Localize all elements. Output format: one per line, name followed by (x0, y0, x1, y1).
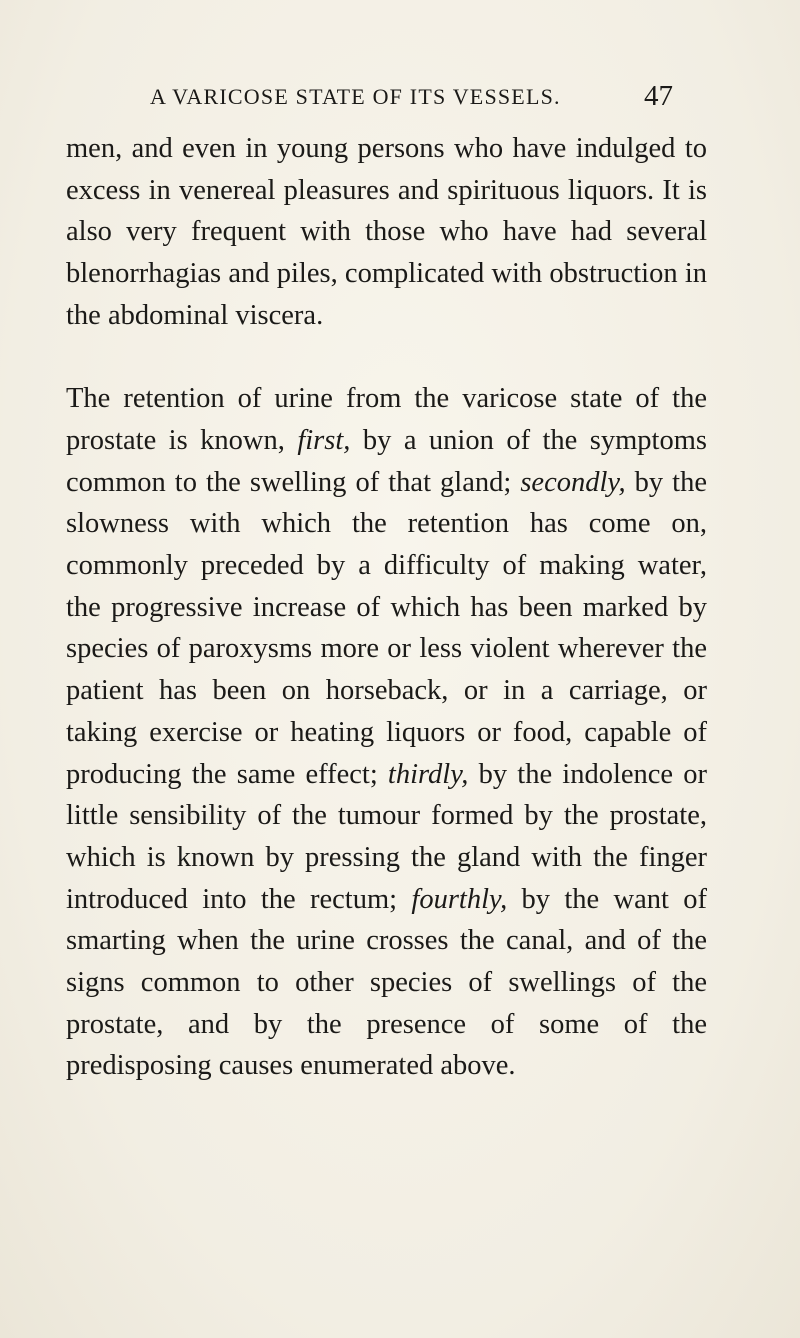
emphasis-first: first, (297, 424, 351, 456)
paragraph-2-text-2: by a union of the symptoms common to the swelling of that gland; (66, 424, 707, 498)
emphasis-secondly: secondly, (520, 466, 626, 498)
emphasis-fourthly: fourthly, (411, 883, 508, 915)
paragraph-1: men, and even in young persons who have indulged to excess in venereal pleasures and spirituous liquors. It is also very frequent with those who have had several blenorrhagias and piles, complicated with obstruction in the abdominal viscera. (66, 133, 707, 331)
paragraph-2-text-3: by the slowness with which the retention has come on, commonly preceded by a difficulty of making water, the progressive increase of which has been marked by species of paroxysms more or less violent wherever the patient has been on horseback, or in a carriage, or taking exercise or heating liquors or food, capable of producing the same effect; (66, 466, 707, 790)
paragraph-2-text-1: The retention of urine from the varicose state of the prostate is known, (66, 383, 707, 456)
emphasis-thirdly: thirdly, (387, 758, 469, 790)
running-head: A VARICOSE STATE OF ITS VESSELS. (150, 84, 561, 109)
paragraph-2 (66, 378, 707, 1087)
paragraph-2-text-5: by the want of smarting when the urine crosses the canal, and of the signs common to other species of swellings of the prostate, and by the presence of some of the predisposing causes enumerated above. (66, 883, 707, 1082)
page-header (0, 80, 800, 114)
paragraph-2-text-4: by the indolence or little sensibility of the tumour formed by the prostate, which is known by pressing the gland with the finger introduced into the rectum; (66, 758, 707, 915)
body-text (66, 128, 707, 1087)
page-number: 47 (644, 80, 673, 112)
